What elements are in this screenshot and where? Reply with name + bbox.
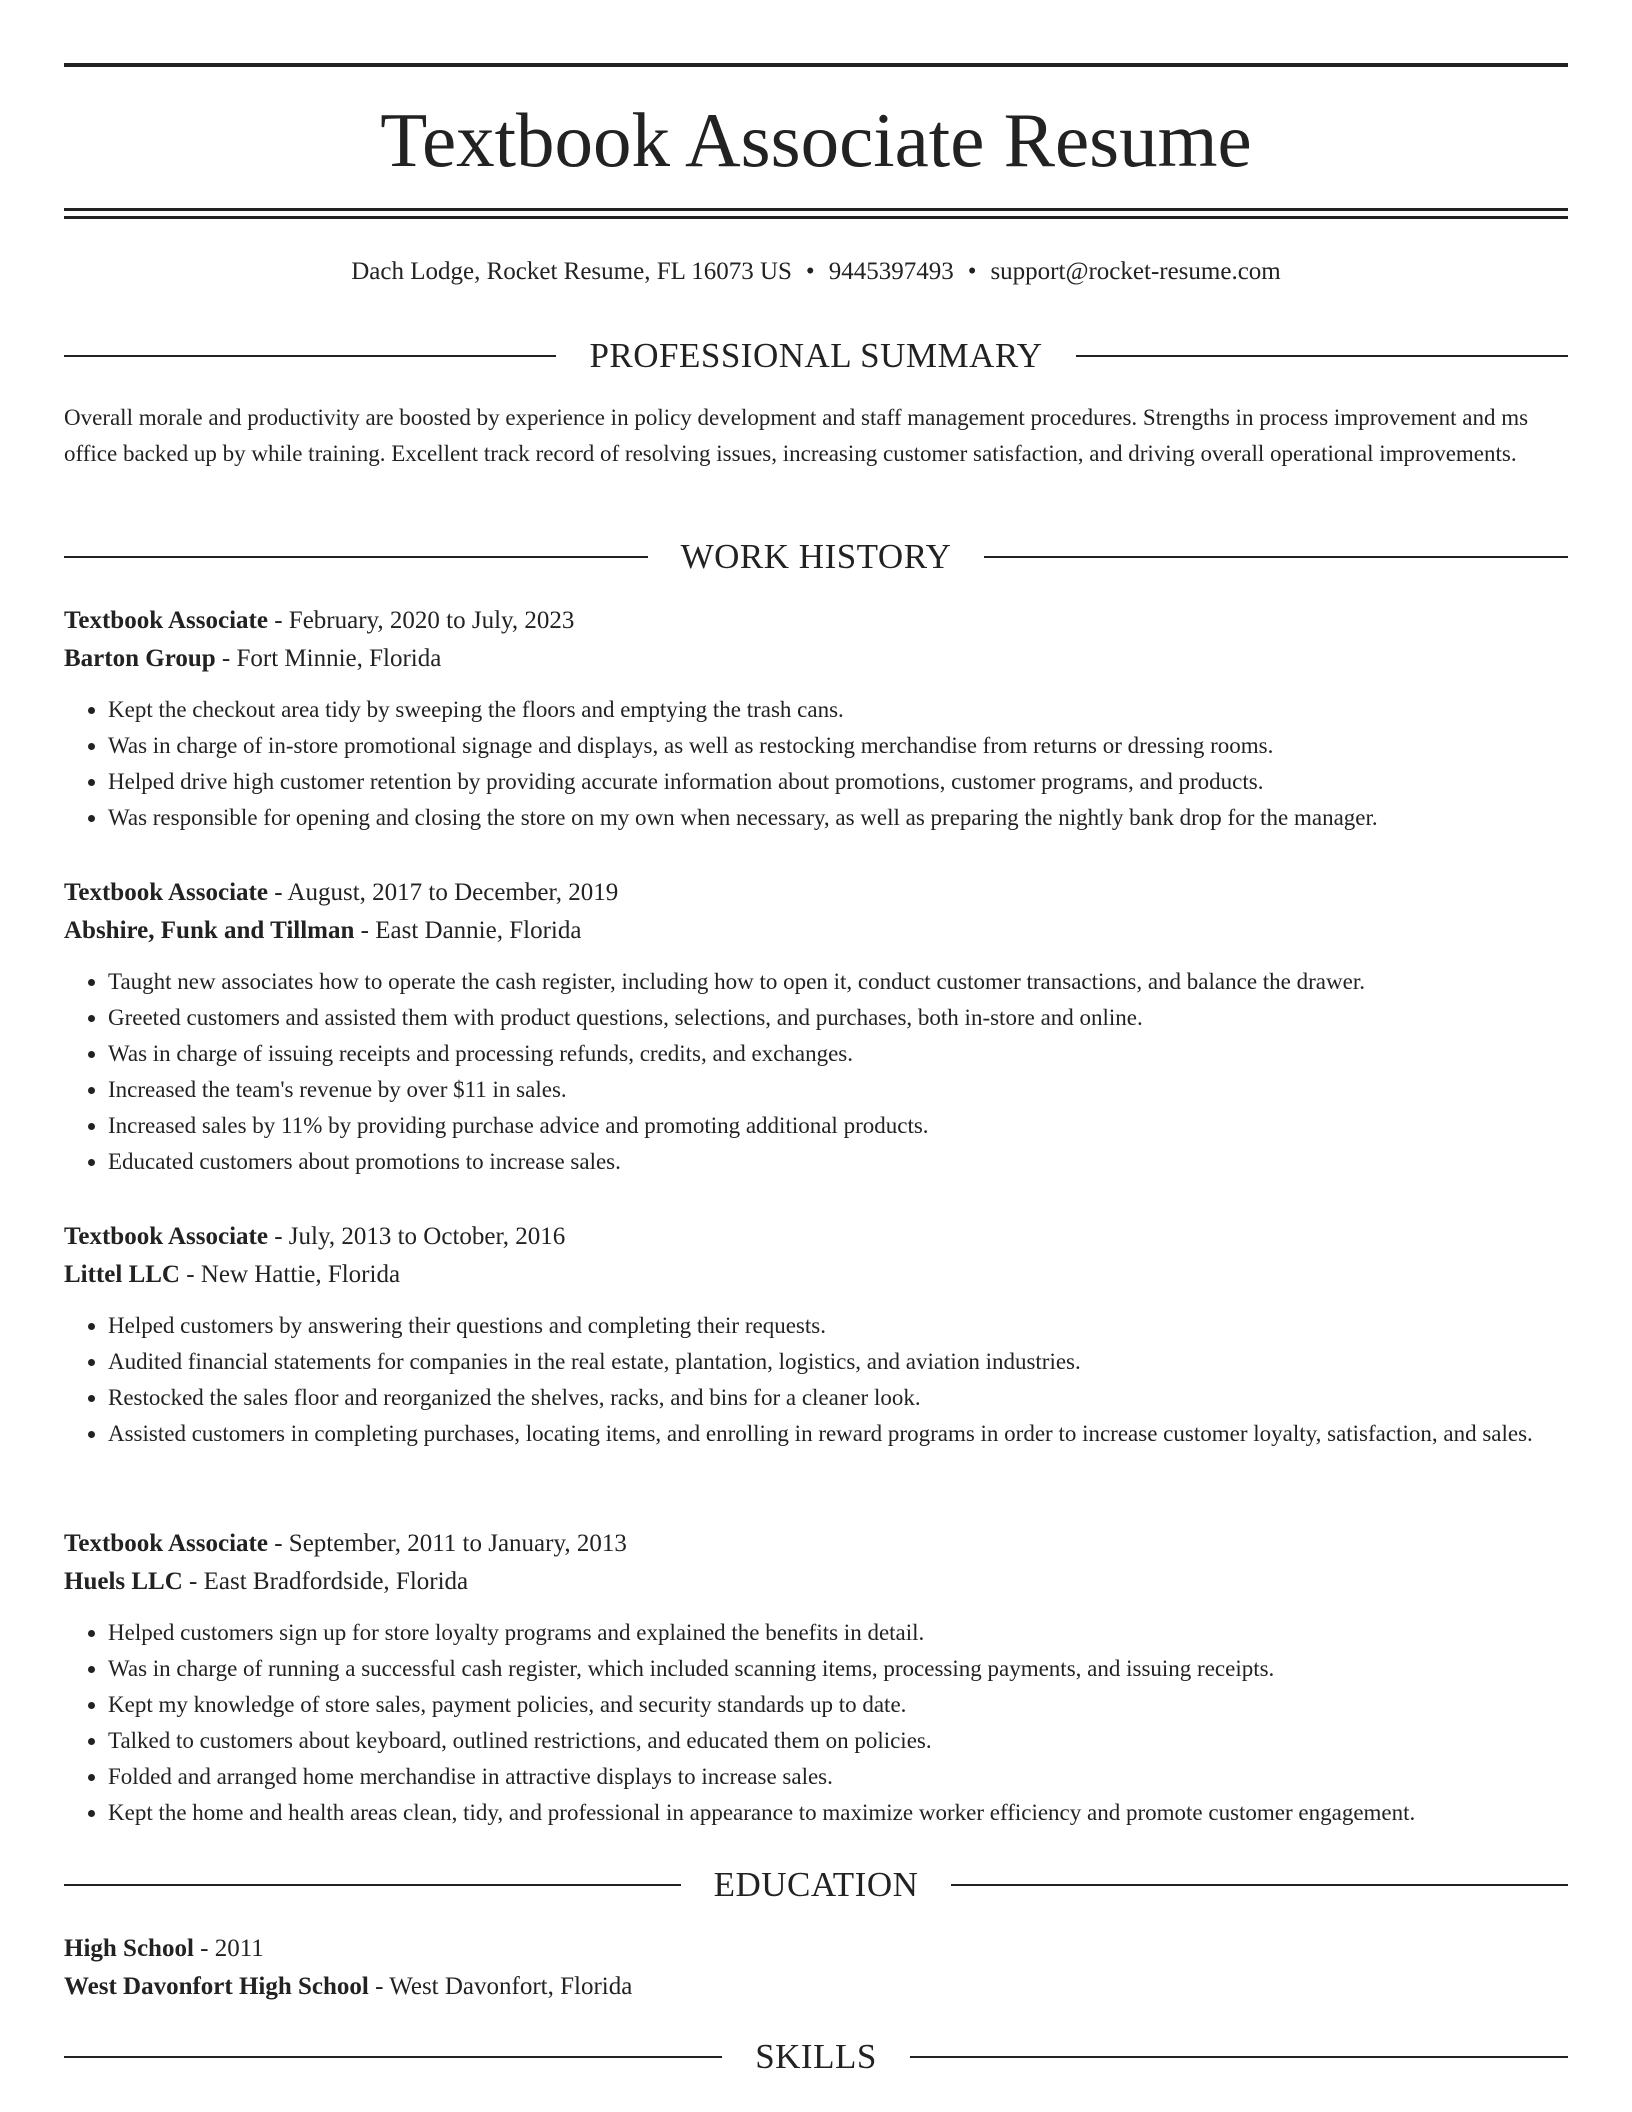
job-entry	[64, 874, 1568, 1180]
education-degree: High School	[64, 1935, 194, 1962]
education-location: - West Davonfort, Florida	[368, 1973, 633, 2000]
job-bullet: • Kept my knowledge of store sales, payment policies, and security standards up to date.	[108, 1687, 1568, 1723]
job-company: Huels LLC	[64, 1568, 183, 1595]
job-bullet: • Educated customers about promotions to increase sales.	[108, 1144, 1568, 1180]
job-entry	[64, 1525, 1568, 1831]
job-bullet: • Increased sales by 11% by providing purchase advice and promoting additional products.	[108, 1108, 1568, 1144]
title-rule-lower	[64, 216, 1568, 219]
education-degree-line	[64, 1930, 1568, 1968]
section-heading-label: WORK HISTORY	[680, 537, 952, 576]
job-bullet: • Helped drive high customer retention by providing accurate information about promotions, customer programs, and products.	[108, 764, 1568, 800]
job-location: - East Bradfordside, Florida	[182, 1568, 469, 1595]
contact-email: support@rocket-resume.com	[990, 258, 1281, 285]
job-bullet: • Greeted customers and assisted them with product questions, selections, and purchases, both in-store and online.	[108, 1000, 1568, 1036]
section-heading-work-history	[64, 535, 1568, 579]
job-bullets	[64, 692, 1568, 836]
job-bullet: • Assisted customers in completing purchases, locating items, and enrolling in reward programs in order to increase customer loyalty, satisfaction, and sales.	[108, 1416, 1568, 1452]
heading-rule	[1076, 355, 1568, 357]
job-title: Textbook Associate	[64, 879, 268, 906]
job-company-line	[64, 1256, 1568, 1294]
job-bullet: • Was in charge of issuing receipts and processing refunds, credits, and exchanges.	[108, 1036, 1568, 1072]
heading-rule	[64, 556, 648, 558]
job-bullet: • Helped customers by answering their questions and completing their requests.	[108, 1308, 1568, 1344]
job-company-line	[64, 1563, 1568, 1601]
education-school: West Davonfort High School	[64, 1973, 369, 2000]
job-location: - New Hattie, Florida	[179, 1261, 401, 1288]
education-year: - 2011	[193, 1935, 264, 1962]
job-company-line	[64, 912, 1568, 950]
job-title: Textbook Associate	[64, 1530, 268, 1557]
job-entry	[64, 1218, 1568, 1452]
resume-title: Textbook Associate Resume	[380, 97, 1252, 183]
summary-text: Overall morale and productivity are boosted by experience in policy development and staff management procedures. Strengths in process improvement and ms office backed up by while training. Excellent track record of resolving issues, increasing customer satisfaction, and driving overall operational improvements.	[64, 405, 1529, 466]
job-bullet: • Was responsible for opening and closing the store on my own when necessary, as well as preparing the nightly bank drop for the manager.	[108, 800, 1568, 836]
section-heading-label: EDUCATION	[713, 1865, 919, 1904]
contact-phone: 9445397493	[828, 258, 954, 285]
heading-rule	[64, 355, 556, 357]
education-entry	[64, 1930, 1568, 2006]
job-title-line	[64, 602, 1568, 640]
job-title-line	[64, 1218, 1568, 1256]
heading-rule	[984, 556, 1568, 558]
job-bullets	[64, 1615, 1568, 1831]
job-bullet: • Folded and arranged home merchandise in attractive displays to increase sales.	[108, 1759, 1568, 1795]
job-bullet: • Restocked the sales floor and reorganized the shelves, racks, and bins for a cleaner look.	[108, 1380, 1568, 1416]
section-heading-summary	[64, 334, 1568, 378]
section-heading-education	[64, 1863, 1568, 1907]
job-company: Littel LLC	[64, 1261, 180, 1288]
heading-rule	[910, 2056, 1568, 2058]
heading-rule	[951, 1884, 1568, 1886]
job-location: - East Dannie, Florida	[354, 917, 582, 944]
job-bullet: • Taught new associates how to operate the cash register, including how to open it, conduct customer transactions, and balance the drawer.	[108, 964, 1568, 1000]
job-company-line	[64, 640, 1568, 678]
job-dates: - September, 2011 to January, 2013	[267, 1530, 627, 1557]
job-dates: - July, 2013 to October, 2016	[267, 1223, 566, 1250]
top-rule	[64, 63, 1568, 67]
heading-rule	[64, 2056, 722, 2058]
job-location: - Fort Minnie, Florida	[215, 645, 442, 672]
job-bullet: • Kept the home and health areas clean, tidy, and professional in appearance to maximize worker efficiency and promote customer engagement.	[108, 1795, 1568, 1831]
section-heading-label: PROFESSIONAL SUMMARY	[589, 336, 1043, 375]
job-title: Textbook Associate	[64, 607, 268, 634]
job-bullet: • Was in charge of running a successful cash register, which included scanning items, processing payments, and issuing receipts.	[108, 1651, 1568, 1687]
job-bullet: • Kept the checkout area tidy by sweeping the floors and emptying the trash cans.	[108, 692, 1568, 728]
section-heading-label: SKILLS	[755, 2037, 877, 2076]
job-bullets	[64, 1308, 1568, 1452]
section-heading-skills	[64, 2035, 1568, 2079]
job-title-line	[64, 1525, 1568, 1563]
job-company: Barton Group	[64, 645, 216, 672]
contact-address: Dach Lodge, Rocket Resume, FL 16073 US	[351, 258, 792, 285]
job-dates: - February, 2020 to July, 2023	[267, 607, 575, 634]
job-bullet: • Was in charge of in-store promotional signage and displays, as well as restocking merchandise from returns or dressing rooms.	[108, 728, 1568, 764]
job-title: Textbook Associate	[64, 1223, 268, 1250]
contact-separator: •	[805, 258, 815, 285]
heading-rule	[64, 1884, 681, 1886]
contact-separator: •	[967, 258, 977, 285]
contact-line	[64, 255, 1568, 289]
job-bullet: • Audited financial statements for companies in the real estate, plantation, logistics, and aviation industries.	[108, 1344, 1568, 1380]
title-rule-upper	[64, 208, 1568, 211]
job-bullet: • Talked to customers about keyboard, outlined restrictions, and educated them on policies.	[108, 1723, 1568, 1759]
job-company: Abshire, Funk and Tillman	[64, 917, 355, 944]
job-dates: - August, 2017 to December, 2019	[267, 879, 619, 906]
job-title-line	[64, 874, 1568, 912]
job-bullets	[64, 964, 1568, 1180]
job-bullet: • Helped customers sign up for store loyalty programs and explained the benefits in detail.	[108, 1615, 1568, 1651]
job-bullet: • Increased the team's revenue by over $11 in sales.	[108, 1072, 1568, 1108]
education-school-line	[64, 1968, 1568, 2006]
job-entry	[64, 602, 1568, 836]
